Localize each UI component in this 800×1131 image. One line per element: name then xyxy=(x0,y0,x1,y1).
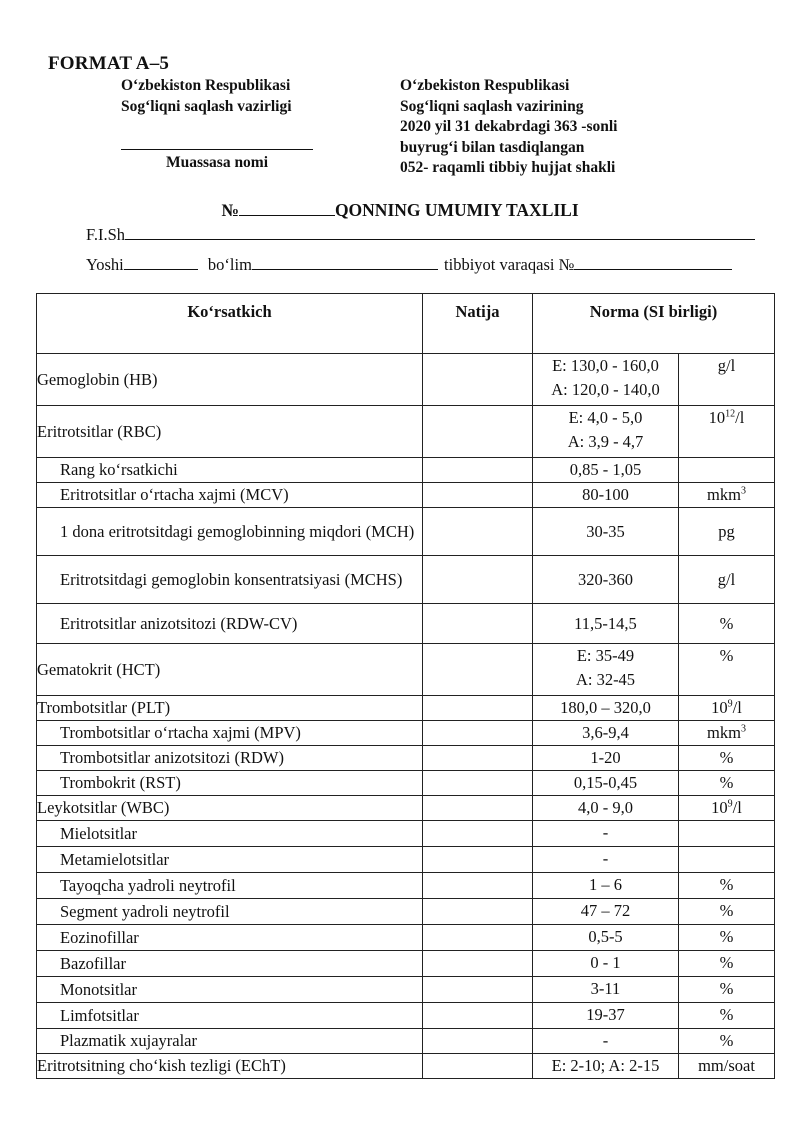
norm-line: E: 2-10; A: 2-15 xyxy=(551,1056,660,1075)
unit-value: % xyxy=(679,1029,775,1054)
unit-value: mm/soat xyxy=(679,1054,775,1079)
unit-value xyxy=(679,458,775,483)
norm-line: 11,5-14,5 xyxy=(574,613,637,633)
unit-value: mkm$^3$ xyxy=(679,483,775,508)
norm-value xyxy=(533,483,679,508)
result-cell[interactable] xyxy=(423,847,533,873)
table-row xyxy=(37,873,775,899)
norm-value xyxy=(533,406,679,458)
ministry-right-line: Sog‘liqni saqlash vazirining xyxy=(400,97,584,115)
unit-value: $10^9/l$ xyxy=(679,796,775,821)
norm-line: 320-360 xyxy=(578,569,633,589)
result-cell[interactable] xyxy=(423,508,533,556)
result-cell[interactable] xyxy=(423,1054,533,1079)
norm-value xyxy=(533,354,679,406)
ministry-left-block xyxy=(121,76,292,117)
result-cell[interactable] xyxy=(423,746,533,771)
ministry-right-block xyxy=(400,76,617,179)
table-row xyxy=(37,696,775,721)
table-row xyxy=(37,556,775,604)
norm-value xyxy=(533,873,679,899)
norm-value xyxy=(533,746,679,771)
unit-value: % xyxy=(679,925,775,951)
indicator-name: Eritrotsitlar (RBC) xyxy=(37,406,423,458)
result-cell[interactable] xyxy=(423,873,533,899)
format-label: FORMAT A–5 xyxy=(48,53,170,74)
unit-value: % xyxy=(679,604,775,644)
norm-value xyxy=(533,821,679,847)
table-body xyxy=(37,354,775,1079)
unit-value: % xyxy=(679,1003,775,1029)
norm-line: 0,15-0,45 xyxy=(573,773,638,792)
unit-value: $10^9/l$ xyxy=(679,696,775,721)
table-row xyxy=(37,899,775,925)
table-row xyxy=(37,951,775,977)
result-cell[interactable] xyxy=(423,721,533,746)
ministry-left-line: O‘zbekiston Respublikasi xyxy=(121,77,291,94)
norm-value xyxy=(533,721,679,746)
indicator-name: Trombokrit (RST) xyxy=(37,771,423,796)
indicator-name: Trombotsitlar o‘rtacha xajmi (MPV) xyxy=(37,721,423,746)
norm-line: 1 – 6 xyxy=(589,875,622,894)
indicator-name: Bazofillar xyxy=(37,951,423,977)
norm-line: 47 – 72 xyxy=(580,901,631,920)
table-row xyxy=(37,1029,775,1054)
indicator-name: Monotsitlar xyxy=(37,977,423,1003)
unit-value xyxy=(679,847,775,873)
fish-row xyxy=(86,224,755,245)
result-cell[interactable] xyxy=(423,604,533,644)
unit-value: % xyxy=(679,977,775,1003)
indicator-name: Eritrotsitlar anizotsitozi (RDW-CV) xyxy=(37,604,423,644)
indicator-name: Mielotsitlar xyxy=(37,821,423,847)
unit-value: pg xyxy=(679,508,775,556)
table-row xyxy=(37,925,775,951)
norm-value xyxy=(533,977,679,1003)
result-cell[interactable] xyxy=(423,771,533,796)
norm-line: A: 120,0 - 140,0 xyxy=(551,380,660,399)
norm-line: 80-100 xyxy=(582,485,629,504)
table-header-row xyxy=(37,294,775,354)
header-norm: Norma (SI birligi) xyxy=(533,294,775,354)
table-row xyxy=(37,458,775,483)
number-sign: № xyxy=(221,200,239,220)
unit-value: mkm$^3$ xyxy=(679,721,775,746)
ministry-right-line: O‘zbekiston Respublikasi xyxy=(400,77,570,94)
table-row xyxy=(37,771,775,796)
ministry-right-line: 2020 yil 31 dekabrdagi 363 -sonli xyxy=(400,118,618,135)
norm-value xyxy=(533,771,679,796)
norm-value xyxy=(533,604,679,644)
norm-line: 19-37 xyxy=(586,1005,625,1024)
table-row xyxy=(37,847,775,873)
norm-line: 30-35 xyxy=(586,521,625,541)
norm-line: E: 35-49 xyxy=(576,646,635,665)
unit-value: % xyxy=(679,644,775,696)
unit-value: $10^{12}/l$ xyxy=(679,406,775,458)
result-cell[interactable] xyxy=(423,644,533,696)
result-cell[interactable] xyxy=(423,1029,533,1054)
unit-value: % xyxy=(679,873,775,899)
norm-value xyxy=(533,899,679,925)
table-row xyxy=(37,508,775,556)
analysis-number-blank[interactable] xyxy=(239,199,335,216)
table-row xyxy=(37,1054,775,1079)
norm-value xyxy=(533,925,679,951)
ministry-right-line: 052- raqamli tibbiy hujjat shakli xyxy=(400,159,616,176)
norm-line: 4,0 - 9,0 xyxy=(578,798,633,817)
result-cell[interactable] xyxy=(423,977,533,1003)
unit-value: g/l xyxy=(679,556,775,604)
norm-value xyxy=(533,458,679,483)
norm-value xyxy=(533,696,679,721)
norm-line: 3-11 xyxy=(590,979,621,998)
document-title xyxy=(0,199,800,221)
indicator-name: Rang ko‘rsatkichi xyxy=(37,458,423,483)
result-cell[interactable] xyxy=(423,406,533,458)
indicator-name: Plazmatik xujayralar xyxy=(37,1029,423,1054)
norm-line: 180,0 – 320,0 xyxy=(560,698,651,717)
indicator-name: Gematokrit (HCT) xyxy=(37,644,423,696)
norm-line: - xyxy=(602,823,609,842)
norm-value xyxy=(533,847,679,873)
indicator-name: Trombotsitlar (PLT) xyxy=(37,696,423,721)
institution-name-line[interactable] xyxy=(121,149,313,150)
table-row xyxy=(37,644,775,696)
table-row xyxy=(37,721,775,746)
unit-value: % xyxy=(679,899,775,925)
header-result: Natija xyxy=(423,294,533,354)
norm-line: 3,6-9,4 xyxy=(582,723,629,742)
norm-value xyxy=(533,644,679,696)
analysis-table xyxy=(36,293,775,1079)
norm-value xyxy=(533,1054,679,1079)
result-cell[interactable] xyxy=(423,796,533,821)
norm-line: - xyxy=(602,1031,609,1050)
result-cell[interactable] xyxy=(423,821,533,847)
indicator-name: Limfotsitlar xyxy=(37,1003,423,1029)
indicator-name: Gemoglobin (HB) xyxy=(37,354,423,406)
norm-value xyxy=(533,951,679,977)
norm-line: 0 - 1 xyxy=(590,953,621,972)
table-row xyxy=(37,796,775,821)
norm-line: A: 3,9 - 4,7 xyxy=(567,432,644,451)
table-row xyxy=(37,604,775,644)
tibbiyot-label: tibbiyot varaqasi № xyxy=(444,255,575,274)
indicator-name: Eritrotsitlar o‘rtacha xajmi (MCV) xyxy=(37,483,423,508)
indicator-name: Segment yadroli neytrofil xyxy=(37,899,423,925)
norm-value xyxy=(533,1003,679,1029)
norm-line: 0,5-5 xyxy=(588,927,623,946)
unit-value: g/l xyxy=(679,354,775,406)
age-field[interactable] xyxy=(124,254,198,270)
ministry-left-line: Sog‘liqni saqlash vazirligi xyxy=(121,97,292,115)
table-row xyxy=(37,354,775,406)
result-cell[interactable] xyxy=(423,458,533,483)
institution-name-label: Muassasa nomi xyxy=(165,154,269,171)
norm-value xyxy=(533,1029,679,1054)
bolim-label: bo‘lim xyxy=(207,255,252,274)
unit-value xyxy=(679,821,775,847)
norm-line: E: 130,0 - 160,0 xyxy=(552,356,659,375)
norm-line: A: 32-45 xyxy=(575,670,636,689)
unit-value: % xyxy=(679,771,775,796)
indicator-name: Trombotsitlar anizotsitozi (RDW) xyxy=(37,746,423,771)
norm-line: 0,85 - 1,05 xyxy=(569,460,642,479)
result-cell[interactable] xyxy=(423,696,533,721)
unit-value: % xyxy=(679,746,775,771)
norm-value xyxy=(533,556,679,604)
result-cell[interactable] xyxy=(423,925,533,951)
result-cell[interactable] xyxy=(423,483,533,508)
indicator-name: Tayoqcha yadroli neytrofil xyxy=(37,873,423,899)
result-cell[interactable] xyxy=(423,951,533,977)
ministry-right-line: buyrug‘i bilan tasdiqlangan xyxy=(400,138,585,156)
yoshi-row xyxy=(86,254,732,275)
indicator-name: Eozinofillar xyxy=(37,925,423,951)
result-cell[interactable] xyxy=(423,1003,533,1029)
fish-label: F.I.Sh xyxy=(86,225,126,244)
norm-line: - xyxy=(602,849,609,868)
record-number-field[interactable] xyxy=(574,254,732,270)
norm-value xyxy=(533,508,679,556)
indicator-name: Metamielotsitlar xyxy=(37,847,423,873)
department-field[interactable] xyxy=(252,254,438,270)
table-row xyxy=(37,977,775,1003)
norm-line: E: 4,0 - 5,0 xyxy=(568,408,643,427)
result-cell[interactable] xyxy=(423,899,533,925)
indicator-name: Eritrotsitning cho‘kish tezligi (EChT) xyxy=(37,1054,423,1079)
result-cell[interactable] xyxy=(423,556,533,604)
table-row xyxy=(37,1003,775,1029)
indicator-name: Leykotsitlar (WBC) xyxy=(37,796,423,821)
table-row xyxy=(37,746,775,771)
norm-value xyxy=(533,796,679,821)
norm-line: 1-20 xyxy=(590,748,621,767)
unit-value: % xyxy=(679,951,775,977)
result-cell[interactable] xyxy=(423,354,533,406)
table-row xyxy=(37,406,775,458)
table-row xyxy=(37,483,775,508)
yoshi-label: Yoshi xyxy=(86,255,124,274)
indicator-name: Eritrotsitdagi gemoglobin konsentratsiyasi (MCHS) xyxy=(37,556,423,604)
table-row xyxy=(37,821,775,847)
title-text: QONNING UMUMIY TAXLILI xyxy=(334,200,579,220)
fish-field[interactable] xyxy=(125,224,755,240)
indicator-name: 1 dona eritrotsitdagi gemoglobinning miqdori (MCH) xyxy=(37,508,423,556)
header-indicator: Ko‘rsatkich xyxy=(37,294,423,354)
